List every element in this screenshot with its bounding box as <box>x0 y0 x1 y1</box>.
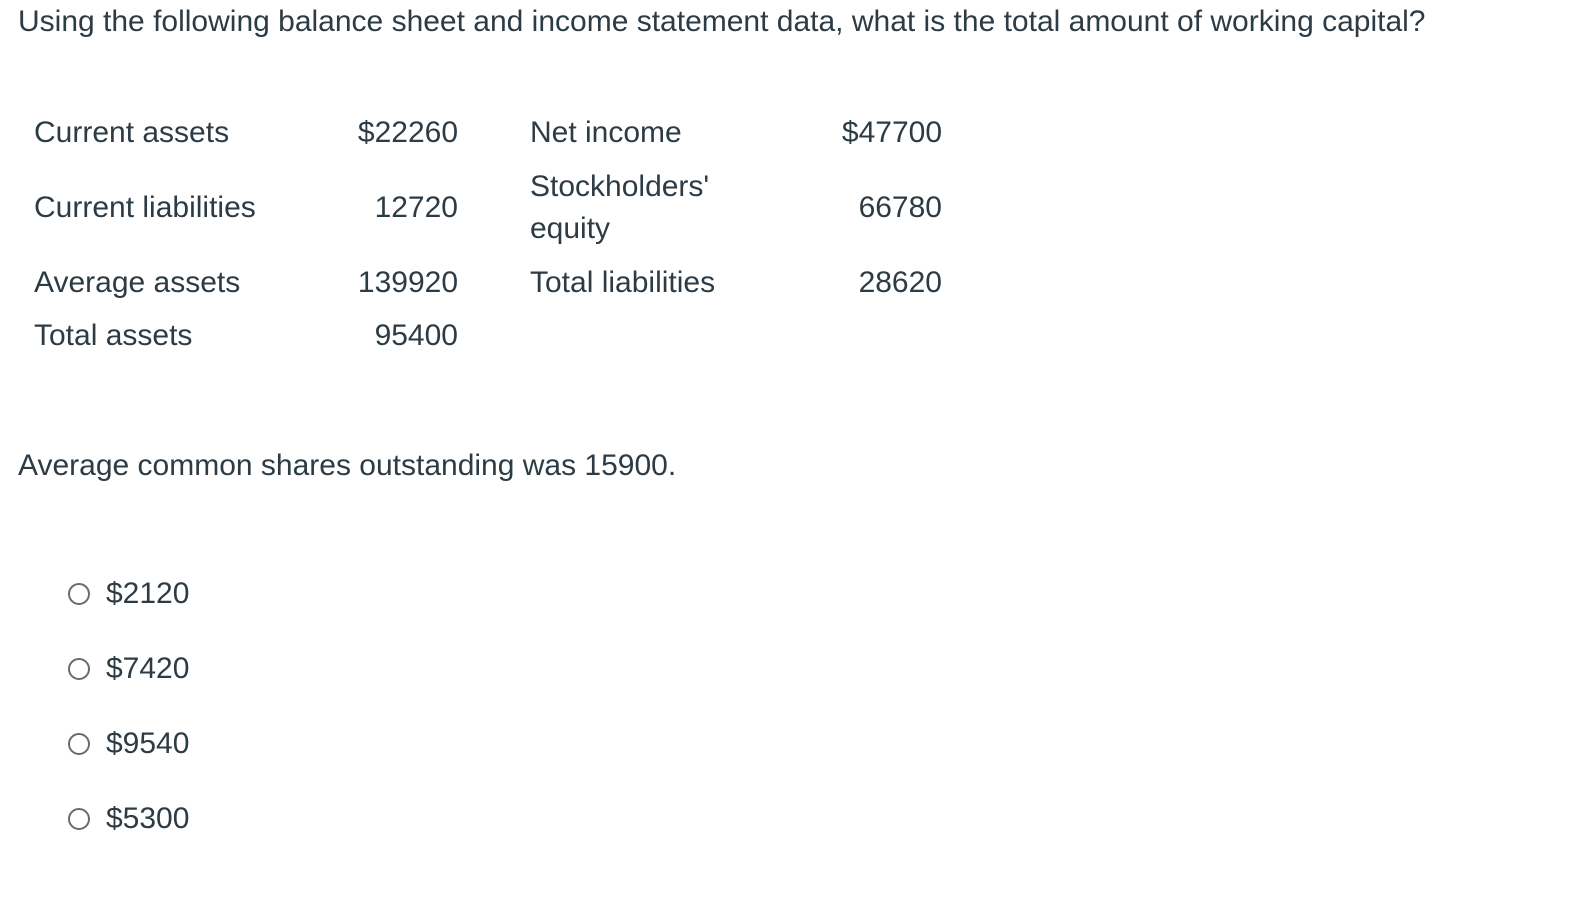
answer-option-label[interactable]: $9540 <box>106 727 190 760</box>
row-value: 66780 <box>858 191 942 224</box>
row-value: $47700 <box>841 116 942 149</box>
row-label-text: Total liabilities <box>530 266 716 299</box>
answer-options <box>68 572 189 872</box>
row-value: 139920 <box>357 266 458 299</box>
radio-button[interactable] <box>68 583 90 605</box>
row-label <box>458 316 756 356</box>
row-label: Current liabilities <box>34 191 256 224</box>
table-row <box>18 166 942 250</box>
row-label <box>458 100 756 166</box>
row-label <box>458 250 756 316</box>
row-value <box>756 316 942 356</box>
answer-option-2[interactable] <box>68 647 189 691</box>
row-value: 12720 <box>374 191 458 224</box>
answer-option-label[interactable]: $2120 <box>106 577 190 610</box>
answer-option-label[interactable]: $7420 <box>106 652 190 685</box>
row-label-text: Net income <box>530 116 682 149</box>
answer-option-label[interactable]: $5300 <box>106 802 190 835</box>
financial-data-table <box>18 100 942 356</box>
table-row <box>18 316 942 356</box>
row-value: 28620 <box>858 266 942 299</box>
radio-button[interactable] <box>68 808 90 830</box>
table-row <box>18 100 942 166</box>
row-label-text: Stockholders' equity <box>530 170 710 245</box>
table-row <box>18 250 942 316</box>
answer-option-4[interactable] <box>68 797 189 841</box>
answer-option-3[interactable] <box>68 722 189 766</box>
row-value: 95400 <box>374 319 458 352</box>
row-label: Average assets <box>34 266 241 299</box>
radio-button[interactable] <box>68 733 90 755</box>
row-label: Current assets <box>34 116 230 149</box>
radio-button[interactable] <box>68 658 90 680</box>
answer-option-1[interactable] <box>68 572 189 616</box>
row-value: $22260 <box>357 116 458 149</box>
shares-note: Average common shares outstanding was 15900. <box>18 449 677 482</box>
row-label <box>458 166 756 250</box>
row-label: Total assets <box>34 319 193 352</box>
question-text: Using the following balance sheet and income statement data, what is the total amount of working capital? <box>18 5 1426 38</box>
